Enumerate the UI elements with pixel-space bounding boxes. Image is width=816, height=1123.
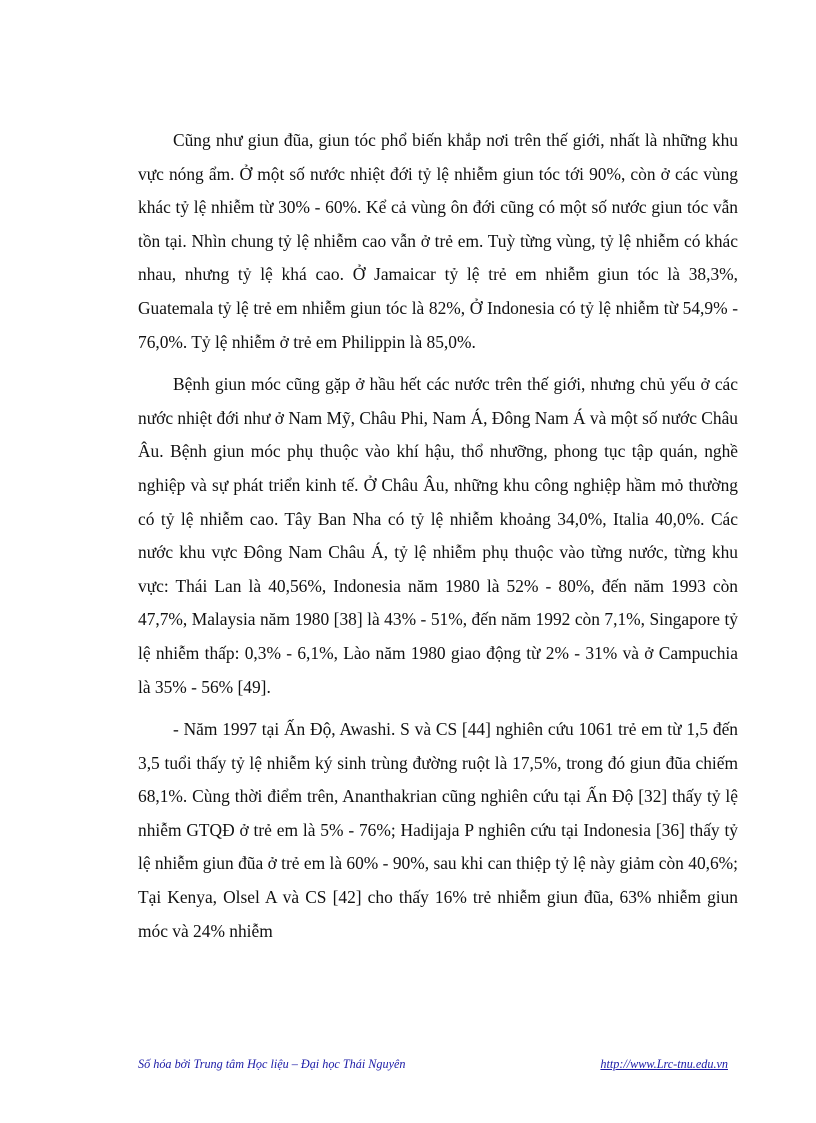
- footer-attribution: Số hóa bởi Trung tâm Học liệu – Đại học Thái Nguyên: [138, 1057, 406, 1071]
- paragraph-studies: - Năm 1997 tại Ấn Độ, Awashi. S và CS [44] nghiên cứu 1061 trẻ em từ 1,5 đến 3,5 tuổi thấy tỷ lệ nhiễm ký sinh trùng đường ruột là 17,5%, trong đó giun đũa chiếm 68,1%. Cùng thời điểm trên, Ananthakrian cũng nghiên cứu tại Ấn Độ [32] thấy tỷ lệ nhiễm GTQĐ ở trẻ em là 5% - 76%; Hadijaja P nghiên cứu tại Indonesia [36] thấy tỷ lệ nhiễm giun đũa ở trẻ em là 60% - 90%, sau khi can thiệp tỷ lệ này giảm còn 40,6%; Tại Kenya, Olsel A và CS [42] cho thấy 16% trẻ nhiễm giun đũa, 63% nhiễm giun móc và 24% nhiễm: [138, 719, 738, 941]
- document-body: [138, 124, 738, 957]
- footer-link[interactable]: http://www.Lrc-tnu.edu.vn: [600, 1057, 728, 1071]
- page-footer: [138, 1057, 728, 1081]
- paragraph-hookworm: Bệnh giun móc cũng gặp ở hầu hết các nước trên thế giới, nhưng chủ yếu ở các nước nhiệt đới như ở Nam Mỹ, Châu Phi, Nam Á, Đông Nam Á và một số nước Châu Âu. Bệnh giun móc phụ thuộc vào khí hậu, thổ nhưỡng, phong tục tập quán, nghề nghiệp và sự phát triển kinh tế. Ở Châu Âu, những khu công nghiệp hầm mỏ thường có tỷ lệ nhiễm cao. Tây Ban Nha có tỷ lệ nhiễm khoảng 34,0%, Italia 40,0%. Các nước khu vực Đông Nam Châu Á, tỷ lệ nhiễm phụ thuộc vào từng nước, từng khu vực: Thái Lan là 40,56%, Indonesia năm 1980 là 52% - 80%, đến năm 1993 còn 47,7%, Malaysia năm 1980 [38] là 43% - 51%, đến năm 1992 còn 7,1%, Singapore tỷ lệ nhiễm thấp: 0,3% - 6,1%, Lào năm 1980 giao động từ 2% - 31% và ở Campuchia là 35% - 56% [49].: [138, 374, 738, 697]
- paragraph-trichuris: Cũng như giun đũa, giun tóc phổ biến khắp nơi trên thế giới, nhất là những khu vực nóng ẩm. Ở một số nước nhiệt đới tỷ lệ nhiễm giun tóc tới 90%, còn ở các vùng khác tỷ lệ nhiễm từ 30% - 60%. Kể cả vùng ôn đới cũng có một số nước giun tóc vẫn tồn tại. Nhìn chung tỷ lệ nhiễm cao vẫn ở trẻ em. Tuỳ từng vùng, tỷ lệ nhiễm có khác nhau, nhưng tỷ lệ khá cao. Ở Jamaicar tỷ lệ trẻ em nhiễm giun tóc là 38,3%, Guatemala tỷ lệ trẻ em nhiễm giun tóc là 82%, Ở Indonesia có tỷ lệ nhiễm từ 54,9% - 76,0%. Tỷ lệ nhiễm ở trẻ em Philippin là 85,0%.: [138, 130, 738, 352]
